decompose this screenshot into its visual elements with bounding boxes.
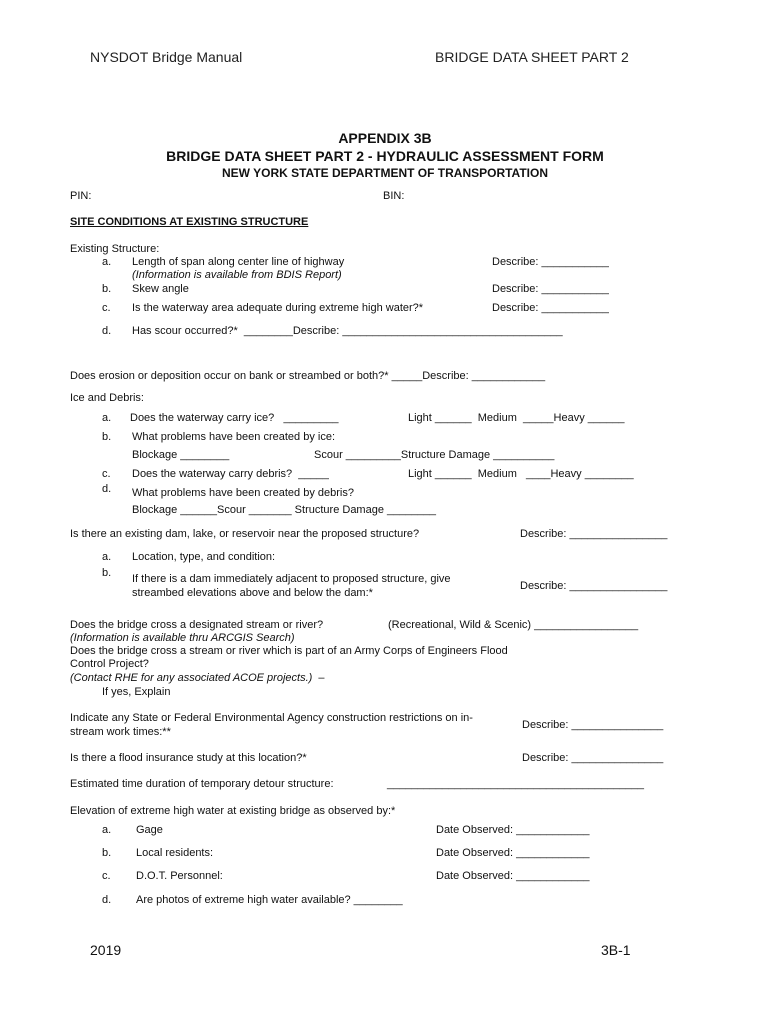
- if-yes-explain: If yes, Explain: [102, 686, 171, 698]
- elevation-item-b-letter: b.: [102, 847, 112, 859]
- pin-label: PIN:: [70, 190, 92, 202]
- running-header-left: NYSDOT Bridge Manual: [90, 49, 243, 65]
- gage-label: Gage: [136, 824, 163, 836]
- form-title: BRIDGE DATA SHEET PART 2 - HYDRAULIC ASSESSMENT FORM: [166, 148, 604, 164]
- ice-item-d-letter: d.: [102, 483, 112, 495]
- bin-label: BIN:: [383, 190, 405, 202]
- flood-study-describe: Describe: _______________: [522, 752, 664, 764]
- site-item-b-letter: b.: [102, 283, 112, 295]
- gage-date-observed: Date Observed: ____________: [436, 824, 590, 836]
- span-length-note: (Information is available from BDIS Report): [132, 269, 342, 281]
- acoe-question-line2: Control Project?: [70, 658, 149, 670]
- arcgis-note: (Information is available thru ARCGIS Search): [70, 632, 295, 644]
- dam-elevations-line2: streambed elevations above and below the dam:*: [132, 587, 373, 599]
- residents-date-observed: Date Observed: ____________: [436, 847, 590, 859]
- detour-duration-blank: __________________________________________: [387, 778, 644, 790]
- site-item-d-letter: d.: [102, 325, 112, 337]
- ice-severity-options: Light ______ Medium _____Heavy ______: [408, 412, 625, 424]
- photos-question: Are photos of extreme high water available? ________: [136, 894, 403, 906]
- scour-question: Has scour occurred?* ________Describe: ____________________________________: [132, 325, 563, 337]
- existing-structure-label: Existing Structure:: [70, 243, 160, 255]
- site-item-c-letter: c.: [102, 302, 111, 314]
- personnel-date-observed: Date Observed: ____________: [436, 870, 590, 882]
- department-name: NEW YORK STATE DEPARTMENT OF TRANSPORTATION: [222, 166, 548, 180]
- dot-personnel-label: D.O.T. Personnel:: [136, 870, 223, 882]
- appendix-title: APPENDIX 3B: [338, 130, 432, 146]
- dam-elevations-line1: If there is a dam immediately adjacent to proposed structure, give: [132, 573, 451, 585]
- agency-restrictions-line2: stream work times:**: [70, 726, 171, 738]
- footer-page-number: 3B-1: [601, 942, 631, 958]
- dam-item-b-letter: b.: [102, 567, 112, 579]
- dam-question: Is there an existing dam, lake, or reservoir near the proposed structure?: [70, 528, 420, 540]
- dam-describe: Describe: ________________: [520, 528, 668, 540]
- elevation-item-d-letter: d.: [102, 894, 112, 906]
- dam-item-a-letter: a.: [102, 551, 112, 563]
- detour-duration-label: Estimated time duration of temporary detour structure:: [70, 778, 334, 790]
- elevation-heading: Elevation of extreme high water at existing bridge as observed by:*: [70, 805, 396, 817]
- designated-stream-question: Does the bridge cross a designated stream or river?: [70, 619, 324, 631]
- local-residents-label: Local residents:: [136, 847, 214, 859]
- skew-angle-describe: Describe: ___________: [492, 283, 609, 295]
- ice-item-c-letter: c.: [102, 468, 111, 480]
- debris-blockage-fields: Blockage ______Scour _______ Structure Damage ________: [132, 504, 436, 516]
- ice-problems-question: What problems have been created by ice:: [132, 431, 336, 443]
- waterway-adequate-question: Is the waterway area adequate during extreme high water?*: [132, 302, 424, 314]
- span-length-question: Length of span along center line of highway: [132, 256, 345, 268]
- erosion-question: Does erosion or deposition occur on bank or streambed or both?* _____Describe: ____________: [70, 370, 546, 382]
- elevation-item-c-letter: c.: [102, 870, 111, 882]
- agency-restrictions-describe: Describe: _______________: [522, 719, 664, 731]
- ice-item-b-letter: b.: [102, 431, 112, 443]
- carry-ice-question: Does the waterway carry ice? _________: [130, 412, 339, 424]
- agency-restrictions-line1: Indicate any State or Federal Environmental Agency construction restrictions on in-: [70, 712, 473, 724]
- ice-item-a-letter: a.: [102, 412, 112, 424]
- ice-debris-heading: Ice and Debris:: [70, 392, 144, 404]
- dam-location-label: Location, type, and condition:: [132, 551, 276, 563]
- running-header-right: BRIDGE DATA SHEET PART 2: [435, 49, 629, 65]
- site-item-a-letter: a.: [102, 256, 112, 268]
- carry-debris-question: Does the waterway carry debris? _____: [132, 468, 329, 480]
- debris-severity-options: Light ______ Medium ____Heavy ________: [408, 468, 634, 480]
- ice-scour-damage-fields: Scour _________Structure Damage __________: [314, 449, 555, 461]
- ice-blockage-field: Blockage ________: [132, 449, 230, 461]
- skew-angle-label: Skew angle: [132, 283, 189, 295]
- acoe-note-line: [70, 672, 325, 685]
- span-length-describe: Describe: ___________: [492, 256, 609, 268]
- designated-stream-answer: (Recreational, Wild & Scenic) _________________: [388, 619, 639, 631]
- acoe-note: (Contact RHE for any associated ACOE projects.): [70, 672, 313, 684]
- dam-elevations-describe: Describe: ________________: [520, 580, 668, 592]
- acoe-question-line1: Does the bridge cross a stream or river which is part of an Army Corps of Engineers Flood: [70, 645, 508, 657]
- acoe-note-dash: –: [312, 672, 325, 684]
- site-conditions-heading: SITE CONDITIONS AT EXISTING STRUCTURE: [70, 216, 309, 228]
- footer-year: 2019: [90, 942, 122, 958]
- flood-study-question: Is there a flood insurance study at this location?*: [70, 752, 307, 764]
- waterway-adequate-describe: Describe: ___________: [492, 302, 609, 314]
- elevation-item-a-letter: a.: [102, 824, 112, 836]
- debris-problems-question: What problems have been created by debris?: [132, 487, 354, 499]
